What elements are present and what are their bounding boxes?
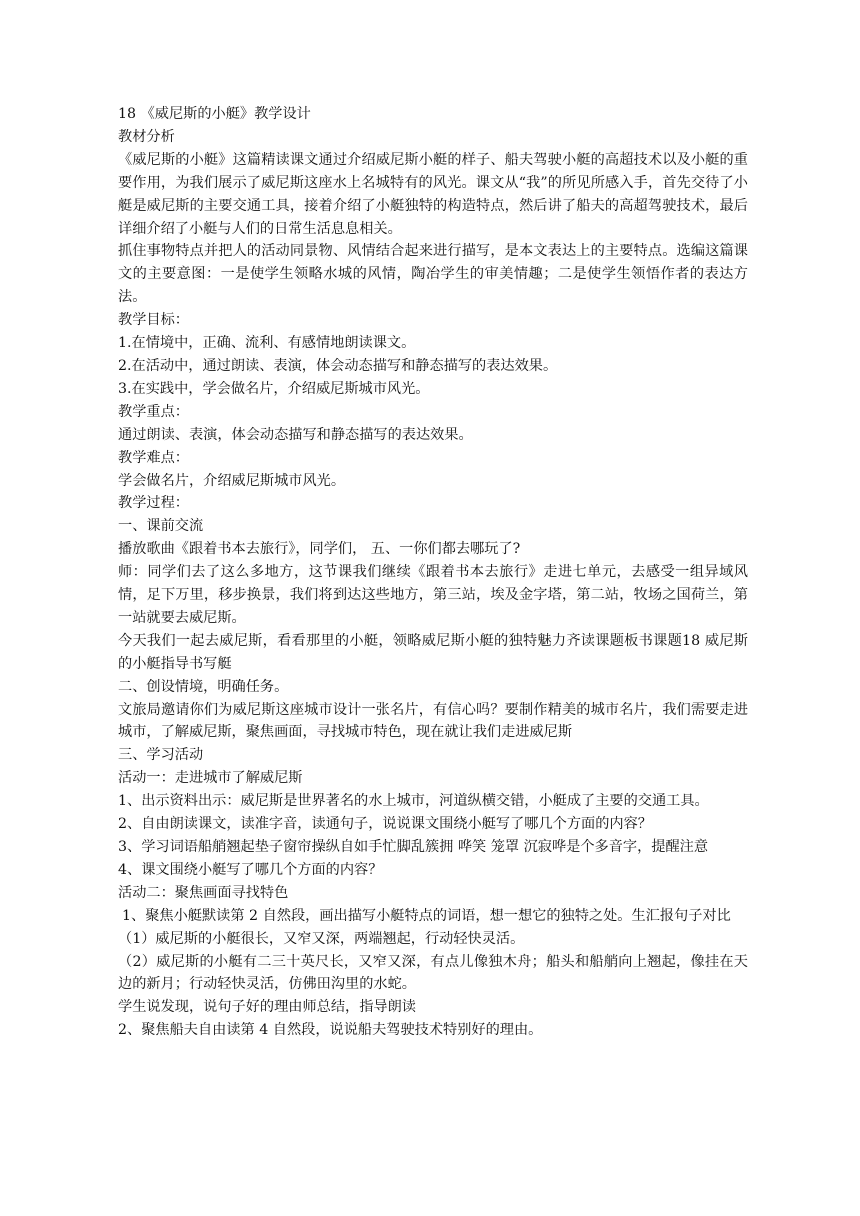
section-heading-process: 教学过程：	[118, 495, 189, 512]
process-paragraph-4: 文旅局邀请你们为威尼斯这座城市设计一张名片，有信心吗？要制作精美的城市名片，我们需要走进城市，了解威尼斯，聚焦画面，寻找城市特色，现在就让我们走进威尼斯	[118, 701, 748, 741]
activity-1-item-4: 4、课文围绕小艇写了哪几个方面的内容？	[118, 861, 383, 878]
activity-1-item-1: 1、出示资料出示：威尼斯是世界著名的水上城市，河道纵横交错，小艇成了主要的交通工具。	[118, 793, 709, 810]
key-point-text: 通过朗读、表演，体会动态描写和静态描写的表达效果。	[118, 426, 473, 443]
process-step-2-heading: 二、创设情境，明确任务。	[118, 678, 289, 695]
activity-2-item-2: 2、聚焦船夫自由读第 4 自然段，说说船夫驾驶技术特别好的理由。	[118, 1022, 543, 1039]
goal-item-1: 1.在情境中，正确、流利、有感情地朗读课文。	[118, 335, 416, 352]
document-page	[118, 103, 748, 1042]
teacher-summary: 学生说发现，说句子好的理由师总结，指导朗读	[118, 999, 416, 1016]
process-paragraph-1: 播放歌曲《跟着书本去旅行》，同学们， 五、一你们都去哪玩了?	[118, 541, 521, 558]
activity-2-item-1: 1、聚焦小艇默读第 2 自然段，画出描写小艇特点的词语，想一想它的独特之处。生汇报句子对比	[122, 907, 731, 924]
goal-item-3: 3.在实践中，学会做名片，介绍威尼斯城市风光。	[118, 380, 430, 397]
activity-1-item-3: 3、学习词语船艄翘起垫子窗帘操纵自如手忙脚乱簇拥 哗笑 笼罩 沉寂哗是个多音字，提醒注意	[118, 839, 709, 855]
goal-item-2: 2.在活动中，通过朗读、表演，体会动态描写和静态描写的表达效果。	[118, 357, 558, 374]
process-step-3-heading: 三、学习活动	[118, 747, 204, 764]
comparison-sentence-1: （1）威尼斯的小艇很长，又窄又深，两端翘起，行动轻快灵活。	[118, 930, 525, 947]
comparison-sentence-2: （2）威尼斯的小艇有二三十英尺长，又窄又深，有点儿像独木舟；船头和船艄向上翘起，像挂在天边的新月；行动轻快灵活，仿佛田沟里的水蛇。	[118, 953, 748, 993]
paragraph-analysis-2: 抓住事物特点并把人的活动同景物、风情结合起来进行描写，是本文表达上的主要特点。选编这篇课文的主要意图：一是使学生领略水城的风情，陶冶学生的审美情趣；二是使学生领悟作者的表达方法。	[118, 243, 748, 306]
process-paragraph-3: 今天我们一起去威尼斯，看看那里的小艇，领略威尼斯小艇的独特魅力齐读课题板书课题18 威尼斯的小艇指导书写艇	[118, 632, 748, 672]
section-heading-goals: 教学目标：	[118, 312, 189, 329]
section-heading-difficulty: 教学难点：	[118, 449, 189, 466]
activity-2-heading: 活动二：聚焦画面寻找特色	[118, 884, 289, 901]
section-heading-analysis: 教材分析	[118, 128, 175, 145]
document-title: 18 《威尼斯的小艇》教学设计	[118, 106, 311, 122]
difficulty-text: 学会做名片，介绍威尼斯城市风光。	[118, 472, 346, 489]
activity-1-item-2: 2、自由朗读课文，读准字音，读通句子，说说课文围绕小艇写了哪几个方面的内容？	[118, 816, 652, 833]
process-paragraph-2: 师：同学们去了这么多地方，这节课我们继续《跟着书本去旅行》走进七单元，去感受一组异域风情，足下万里，移步换景，我们将到达这些地方，第三站，埃及金字塔，第二站，牧场之国荷兰，第一站就要去威尼斯。	[118, 564, 748, 626]
activity-1-heading: 活动一：走进城市了解威尼斯	[118, 770, 303, 787]
process-step-1-heading: 一、课前交流	[118, 518, 204, 535]
section-heading-key-point: 教学重点：	[118, 403, 189, 420]
paragraph-analysis-1: 《威尼斯的小艇》这篇精读课文通过介绍威尼斯小艇的样子、船夫驾驶小艇的高超技术以及小艇的重要作用，为我们展示了威尼斯这座水上名城特有的风光。课文从“我”的所见所感入手，首先交待了小艇是威尼斯的主要交通工具，接着介绍了小艇独特的构造特点，然后讲了船夫的高超驾驶技术，最后详细介绍了小艇与人们的日常生活息息相关。	[118, 151, 748, 237]
